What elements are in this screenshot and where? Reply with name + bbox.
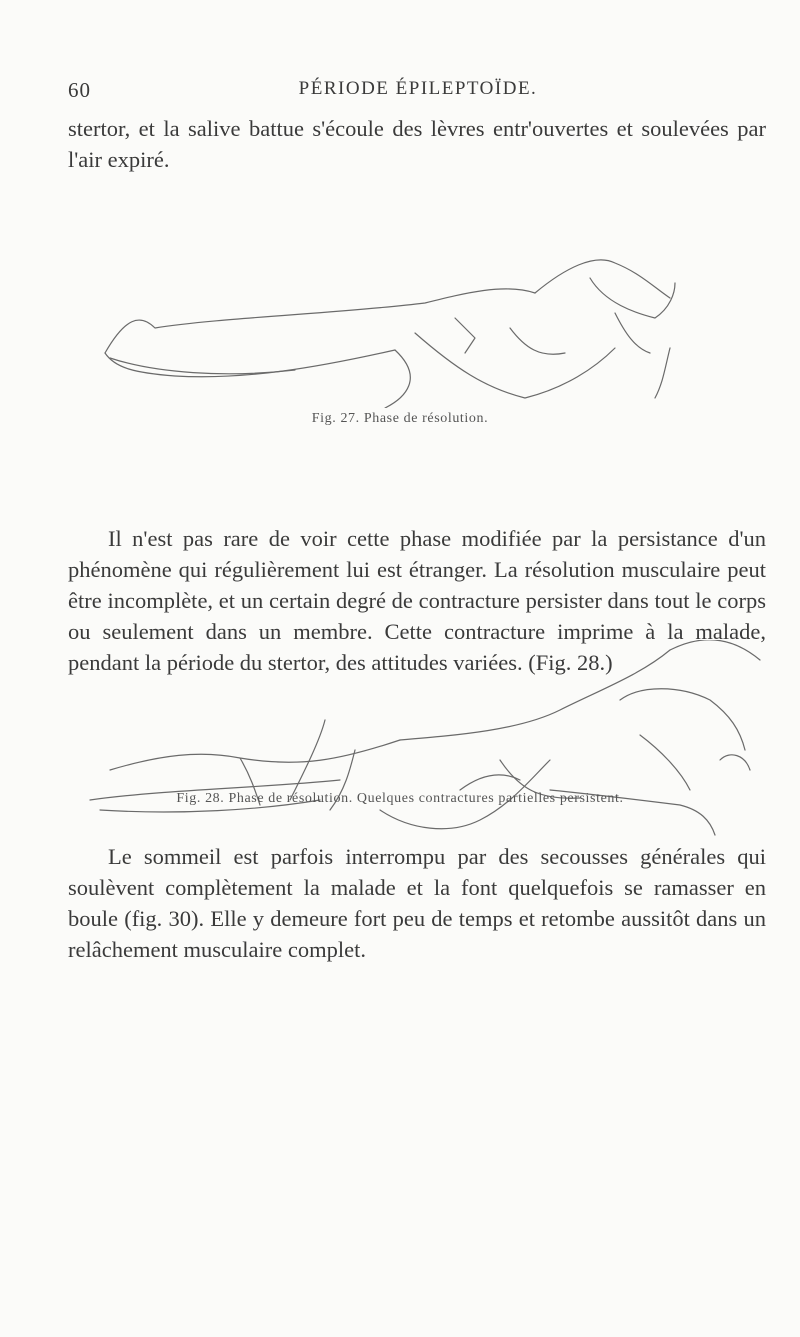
figure-27-illustration — [95, 258, 695, 408]
figure-28-illustration — [80, 640, 785, 840]
figure-27-caption: Fig. 27. Phase de résolution. — [311, 411, 489, 426]
running-head — [68, 78, 768, 106]
paragraph-2: Il n'est pas rare de voir cette phase modifiée par la persistance d'un phénomène qui régulièrement lui est étranger. La résolution musculaire peut être incomplète, et un certain degré de contracture persister dans tout le corps ou seulement dans un membre. Cette contracture imprime à la malade, pendant la période du stertor, des attitudes variées. (Fig. 28.) — [68, 526, 766, 675]
paragraph-1: stertor, et la salive battue s'écoule des lèvres entr'ouvertes et soulevées par l'air expiré. — [68, 116, 766, 172]
running-title: PÉRIODE ÉPILEPTOÏDE. — [298, 78, 538, 99]
figure-28-caption: Fig. 28. Phase de résolution. Quelques contractures partielles persistent. — [176, 791, 624, 806]
paragraph-3: Le sommeil est parfois interrompu par des secousses générales qui soulèvent complètement la malade et la font quelquefois se ramasser en boule (fig. 30). Elle y demeure fort peu de temps et retombe aussitôt dans un relâchement musculaire complet. — [68, 844, 766, 962]
page-number: 60 — [68, 78, 91, 102]
